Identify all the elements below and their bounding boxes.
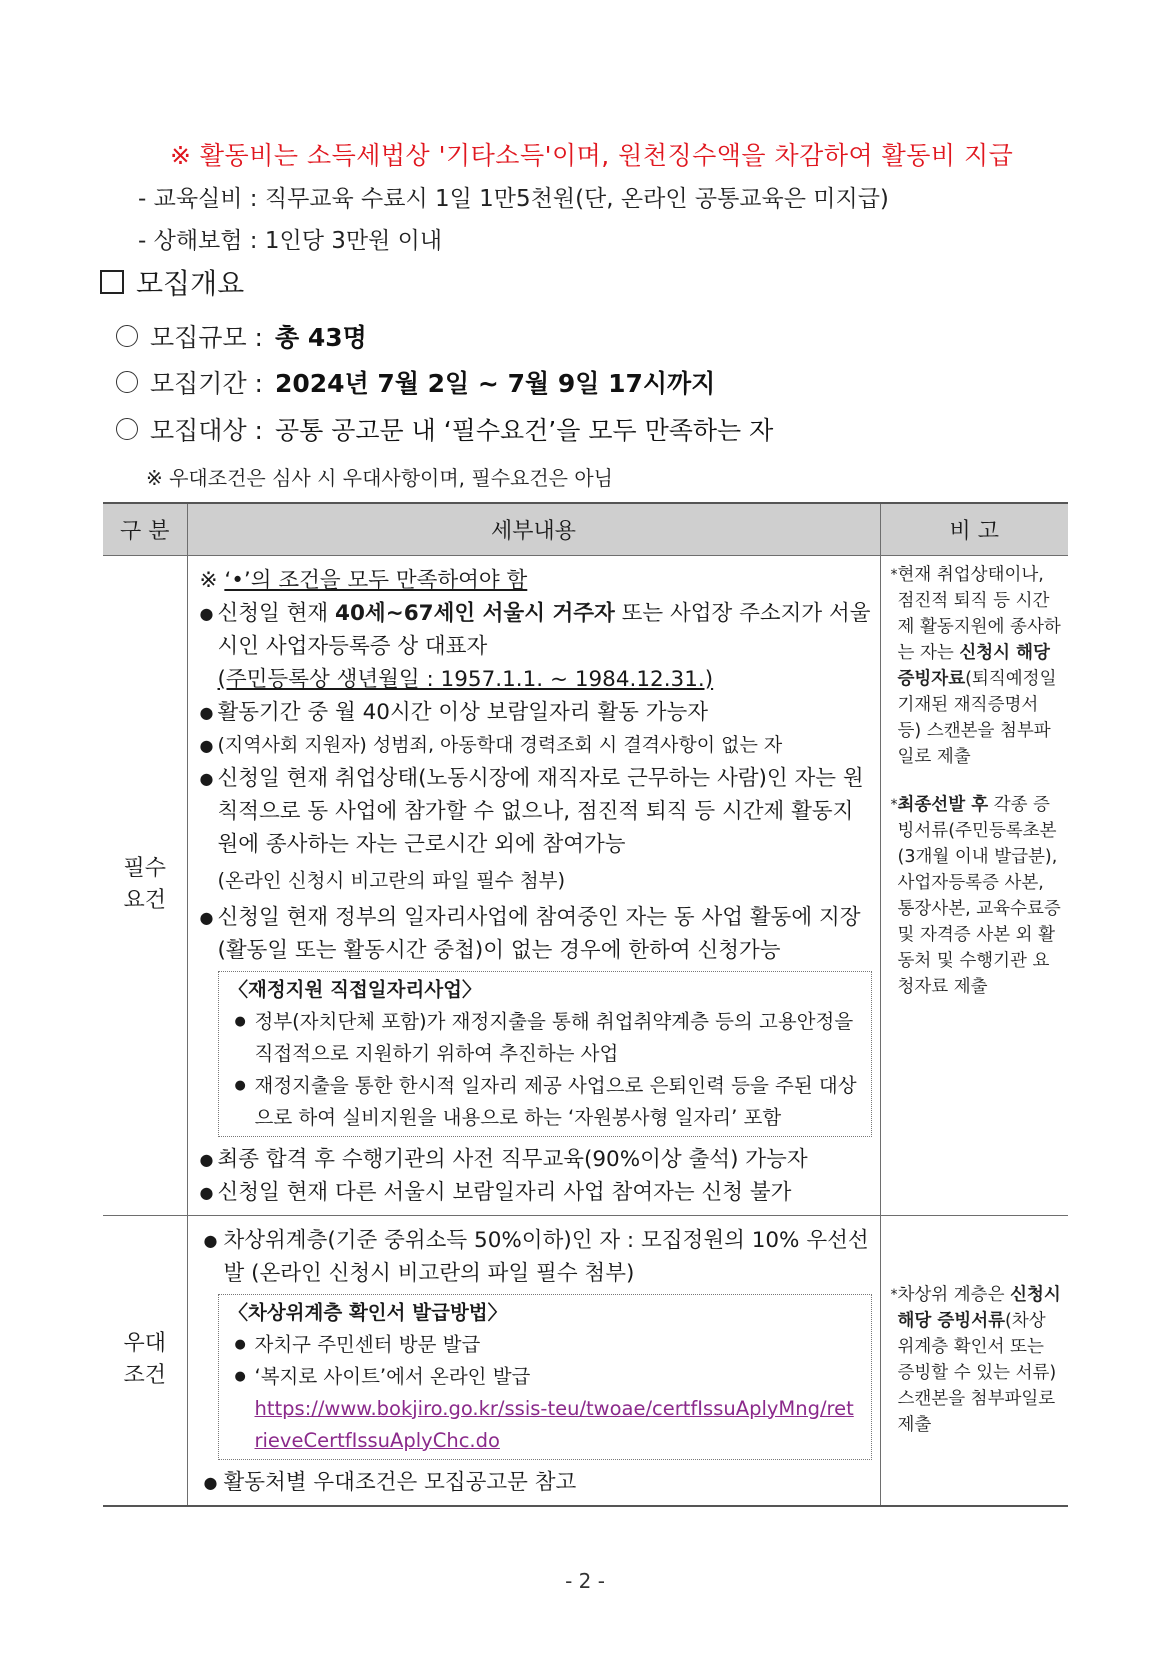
- text-part: 신청일 현재: [217, 600, 336, 626]
- item-label: 모집기간 :: [150, 369, 263, 398]
- box-title: 〈차상위계층 확인서 발급방법〉: [228, 1300, 508, 1324]
- list-item: [200, 696, 872, 729]
- category-required: [103, 555, 187, 1215]
- circle-bullet-icon: [116, 371, 138, 393]
- bullet-icon: ●: [203, 1230, 218, 1250]
- bold-text: 신청시 해당 증빙자료: [897, 642, 1050, 689]
- preferred-detail: [187, 1215, 880, 1506]
- section-title: [100, 262, 244, 302]
- bullet-icon: ●: [234, 1336, 246, 1352]
- list-item-text: 활동처별 우대조건은 모집공고문 참고: [223, 1469, 577, 1495]
- text-part: (퇴직예정일 기재된 재직증명서 등) 스캔본을 첨부파일로 제출: [897, 668, 1057, 767]
- list-item-text: 신청일 현재 취업상태(노동시장에 재직자로 근무하는 사람)인 자는 원칙적으로 동 사업에 참가할 수 없으나, 점진적 퇴직 등 시간제 활동지원에 종사하는 자는 근로시간 외에 참여가능: [217, 765, 864, 857]
- bokjiro-link[interactable]: https://www.bokjiro.go.kr/ssis-teu/twoae/certfIssuAplyMng/retrieveCertfIssuAplyChc.do: [254, 1396, 854, 1452]
- box-title: 〈재정지원 직접일자리사업〉: [228, 977, 482, 1001]
- box-item: [229, 1361, 861, 1457]
- box-item-text: 정부(자치단체 포함)가 재정지출을 통해 취업취약계층 등의 고용안정을 직접적으로 지원하기 위하여 추진하는 사업: [254, 1009, 854, 1065]
- bullet-icon: ●: [234, 1368, 246, 1384]
- header-category: 구 분: [103, 503, 187, 555]
- table-row-required: [103, 555, 1068, 1215]
- item-value: 2024년 7월 2일 ~ 7월 9일 17시까지: [274, 369, 716, 398]
- item-value: 총 43명: [274, 323, 367, 352]
- box-item: [229, 1006, 861, 1070]
- recruit-size-item: [116, 318, 367, 354]
- education-expense-line: - 교육실비 : 직무교육 수료시 1일 1만5천원(단, 온라인 공통교육은 미지급): [138, 186, 889, 212]
- item-value: 공통 공고문 내 ‘필수요건’을 모두 만족하는 자: [274, 416, 774, 445]
- list-item: [200, 1224, 872, 1290]
- list-item-text: 차상위계층(기준 중위소득 50%이하)인 자 : 모집정원의 10% 우선선발 (온라인 신청시 비고란의 파일 필수 첨부): [223, 1227, 869, 1286]
- category-line: 조건: [123, 1363, 166, 1388]
- remark-text: [898, 792, 1063, 1000]
- bold-text: 신청시 해당 증빙서류: [897, 1285, 1061, 1331]
- list-item-text: 최종 합격 후 수행기관의 사전 직무교육(90%이상 출석) 가능자: [217, 1146, 808, 1172]
- text-part: ‘복지로 사이트’에서 온라인 발급: [254, 1364, 531, 1388]
- list-item: [200, 762, 872, 861]
- section-title-text: 모집개요: [136, 267, 245, 300]
- category-line: 요건: [123, 888, 166, 913]
- box-item: [229, 1329, 861, 1361]
- list-item: [200, 901, 872, 967]
- box-item: [229, 1070, 861, 1134]
- list-item-text: 신청일 현재 다른 서울시 보람일자리 사업 참여자는 신청 불가: [217, 1179, 792, 1205]
- bold-text: 40세~67세인 서울시 거주자: [335, 600, 615, 626]
- remark-item: [891, 1282, 1063, 1438]
- insurance-line: - 상해보험 : 1인당 3만원 이내: [138, 228, 443, 254]
- square-bullet-icon: [100, 270, 124, 294]
- bullet-icon: ●: [199, 1182, 214, 1202]
- remark-text: [898, 1282, 1063, 1438]
- item-label: 모집대상 :: [150, 416, 263, 445]
- preference-note: ※ 우대조건은 심사 시 우대사항이며, 필수요건은 아님: [146, 466, 613, 490]
- required-detail: [187, 555, 880, 1215]
- certificate-issuance-box: [218, 1294, 872, 1460]
- attachment-note: (온라인 신청시 비고란의 파일 필수 첨부): [217, 868, 566, 892]
- text-part: (차상위계층 확인서 또는 증빙할 수 있는 서류) 스캔본을 첨부파일로 제출: [897, 1311, 1057, 1435]
- bullet-icon: ●: [234, 1077, 246, 1093]
- box-item-text: 자치구 주민센터 방문 발급: [254, 1332, 481, 1356]
- recruit-target-item: [116, 411, 773, 447]
- asterisk-icon: *: [890, 566, 898, 583]
- text-part: 차상위 계층은: [897, 1285, 1011, 1305]
- required-remark: [880, 555, 1068, 1215]
- withholding-tax-note: ※ 활동비는 소득세법상 '기타소득'이며, 원천징수액을 차감하여 활동비 지급: [170, 141, 1014, 170]
- remark-text: [898, 562, 1063, 770]
- text-part: 현재 취업상태이나, 점진적 퇴직 등 시간제 활동지원에 종사하는 자는: [897, 564, 1061, 663]
- list-item: [200, 1143, 872, 1176]
- box-item-text: 재정지출을 통한 한시적 일자리 제공 사업으로 은퇴인력 등을 주된 대상으로 하여 실비지원을 내용으로 하는 ‘자원봉사형 일자리’ 포함: [254, 1073, 857, 1129]
- header-remark: 비 고: [880, 503, 1068, 555]
- bullet-icon: ●: [203, 1472, 218, 1492]
- list-item: [200, 1466, 872, 1499]
- bullet-icon: ●: [199, 603, 214, 623]
- list-item-text: [218, 597, 872, 696]
- birthdate-range: (주민등록상 생년월일 : 1957.1.1. ~ 1984.12.31.): [217, 666, 714, 692]
- circle-bullet-icon: [116, 418, 138, 440]
- recruit-period-item: [116, 364, 715, 400]
- spacer: [891, 770, 1063, 792]
- bullet-icon: ●: [199, 768, 214, 788]
- header-detail: 세부내용: [187, 503, 880, 555]
- text-part: 또는 사업장 주소지가 서울시인 사업자등록증 상 대표자: [217, 600, 871, 659]
- remark-item: [891, 562, 1063, 770]
- remark-item: [891, 792, 1063, 1000]
- list-item: [200, 729, 872, 762]
- category-preferred: [103, 1215, 187, 1506]
- intro-text: ‘•’의 조건을 모두 만족하여야 함: [224, 567, 528, 593]
- bullet-icon: ●: [199, 735, 214, 755]
- list-item: [200, 1176, 872, 1209]
- list-item-text: 활동기간 중 월 40시간 이상 보람일자리 활동 가능자: [217, 699, 709, 725]
- bullet-icon: ●: [234, 1013, 246, 1029]
- circle-bullet-icon: [116, 325, 138, 347]
- intro-line: [200, 564, 872, 597]
- bullet-icon: ●: [199, 702, 214, 722]
- item-label: 모집규모 :: [150, 323, 263, 352]
- asterisk-icon: *: [890, 1287, 898, 1303]
- category-line: 필수: [123, 856, 166, 881]
- text-part: 각종 증빙서류(주민등록초본(3개월 이내 발급분), 사업자등록증 사본, 통장사본, 교육수료증 및 자격증 사본 외 활동처 및 수행기관 요청자료 제출: [897, 794, 1061, 997]
- category-line: 우대: [123, 1331, 166, 1356]
- preferred-remark: [880, 1215, 1068, 1506]
- list-item-text: 신청일 현재 정부의 일자리사업에 참여중인 자는 동 사업 활동에 지장(활동일 또는 활동시간 중첩)이 없는 경우에 한하여 신청가능: [217, 904, 861, 963]
- bullet-icon: ●: [199, 1149, 214, 1169]
- list-item: [200, 597, 872, 696]
- box-item-text: [255, 1361, 861, 1457]
- bold-text: 최종선발 후: [897, 794, 989, 815]
- page-number: - 2 -: [565, 1569, 605, 1593]
- table-row-preferred: [103, 1215, 1068, 1506]
- bullet-icon: ●: [199, 907, 214, 927]
- direct-job-program-box: [218, 971, 872, 1137]
- requirements-table: [103, 502, 1068, 1507]
- asterisk-icon: *: [890, 796, 898, 813]
- list-item-text: (지역사회 지원자) 성범죄, 아동학대 경력조회 시 결격사항이 없는 자: [217, 733, 783, 756]
- reference-mark: ※: [199, 567, 225, 593]
